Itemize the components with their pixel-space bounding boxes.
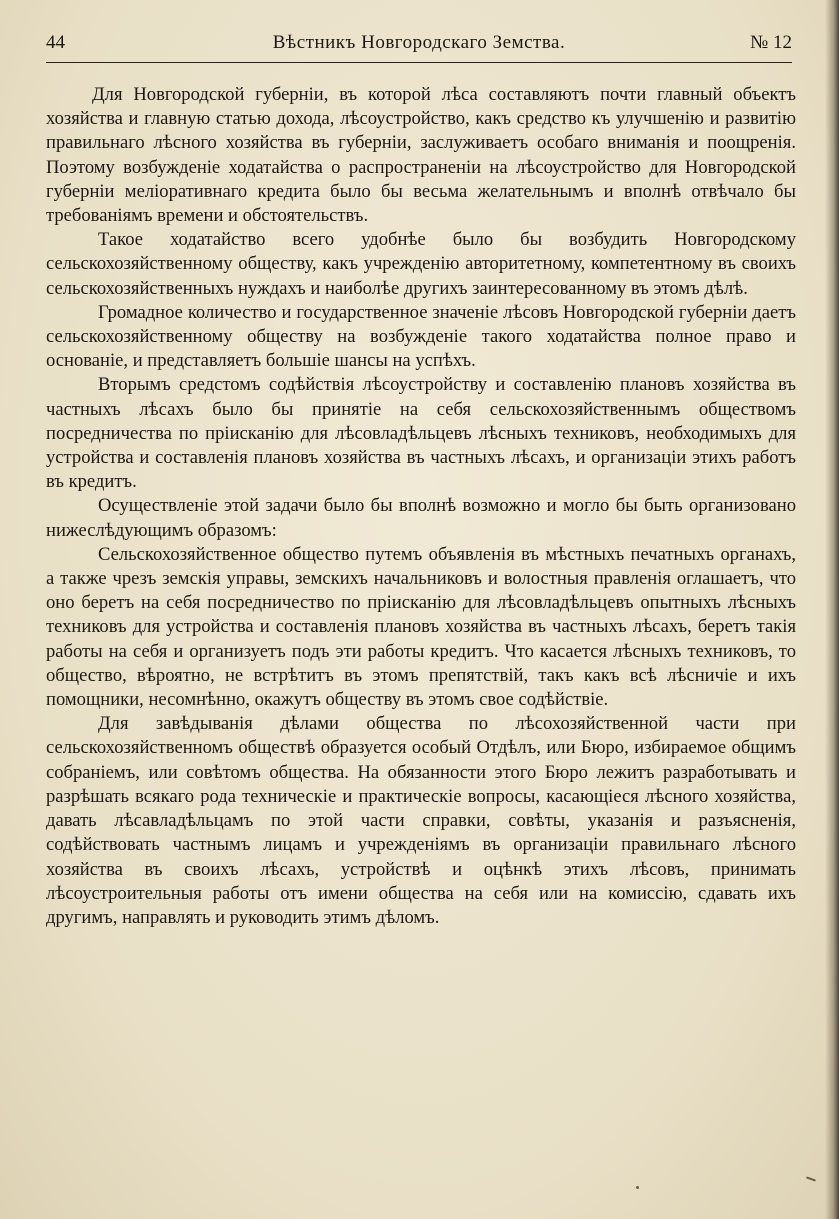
article-body <box>46 83 796 930</box>
paragraph: Вторымъ средстомъ содѣйствія лѣсоустройству и составленію плановъ хозяйства въ частныхъ лѣсахъ было бы принятіе на себя сельскохозяйственнымъ обществомъ посредничества по пріисканію для лѣсовладѣльцевъ лѣсныхъ техниковъ, необходимыхъ для устройства и составленія плановъ хозяйства въ частныхъ лѣсахъ, и организаціи этихъ работъ въ кредитъ. <box>46 374 796 493</box>
paragraph: Для Новгородской губерніи, въ которой лѣса составляютъ почти главный объектъ хозяйства и главную статью дохода, лѣсоустройство, какъ средство къ улучшенію и развитію правильнаго лѣсного хозяйства въ губерніи, заслуживаетъ особаго вниманія и поощренія. Поэтому возбужденіе ходатайства о распространеніи на лѣсоустройство для Новгородской губерніи меліоративнаго кредита было бы весьма желательнымъ и вполнѣ отвѣчало бы требованіямъ времени и обстоятельствъ. <box>46 84 796 227</box>
paragraph: Громадное количество и государственное значеніе лѣсовъ Новгородской губерніи даетъ сельскохозяйственному обществу на возбужденіе такого ходатайства полное право и основаніе, и представляетъ большіе шансы на успѣхъ. <box>46 301 796 372</box>
paragraph: Осуществленіе этой задачи было бы вполнѣ возможно и могло бы быть организовано нижеслѣдующимъ образомъ: <box>46 495 796 541</box>
print-speck <box>636 1186 639 1189</box>
paragraph: Такое ходатайство всего удобнѣе было бы возбудить Новгородскому сельскохозяйственному обществу, какъ учрежденію авторитетному, компетентному въ своихъ сельскохозяйственныхъ нуждахъ и наиболѣе другихъ заинтересованному въ этомъ дѣлѣ. <box>46 229 796 299</box>
header-rule <box>46 62 792 63</box>
print-speck <box>806 1176 816 1181</box>
page-number: 44 <box>46 32 65 53</box>
page-header <box>46 30 792 60</box>
issue-number: № 12 <box>750 32 792 53</box>
journal-title: Вѣстникъ Новгородскаго Земства. <box>272 32 566 53</box>
paragraph: Для завѣдыванія дѣлами общества по лѣсохозяйственной части при сельскохозяйственномъ обществѣ образуется особый Отдѣлъ, или Бюро, избираемое общимъ собраніемъ, или совѣтомъ общества. На обязанности этого Бюро лежитъ разработывать и разрѣшать всякаго рода техническіе и практическіе вопросы, касающіеся лѣсного хозяйства, давать лѣсавладѣльцамъ по этой части справки, совѣты, указанія и разъясненія, содѣйствовать частнымъ лицамъ и учрежденіямъ въ организаціи правильнаго лѣсного хозяйства въ своихъ лѣсахъ, устройствѣ и оцѣнкѣ этихъ лѣсовъ, принимать лѣсоустроительныя работы отъ имени общества на себя или на комиссію, сдавать ихъ другимъ, направлять и руководить этимъ дѣломъ. <box>46 713 796 928</box>
page-edge-shadow <box>825 0 839 1219</box>
paragraph: Сельскохозяйственное общество путемъ объявленія въ мѣстныхъ печатныхъ органахъ, а также чрезъ земскія управы, земскихъ начальниковъ и волостныя правленія оглашаетъ, что оно беретъ на себя посредничество по пріисканію для лѣсовладѣльцевъ опытныхъ лѣсныхъ техниковъ для устройства и составленія плановъ хозяйства въ частныхъ лѣсахъ, беретъ такія работы на себя и организуетъ подъ эти работы кредитъ. Что касается лѣсныхъ техниковъ, то общество, вѣроятно, не встрѣтитъ въ этомъ препятствій, такъ какъ всѣ лѣсничіе и ихъ помощники, несомнѣнно, окажутъ обществу въ этомъ свое содѣйствіе. <box>46 543 796 711</box>
